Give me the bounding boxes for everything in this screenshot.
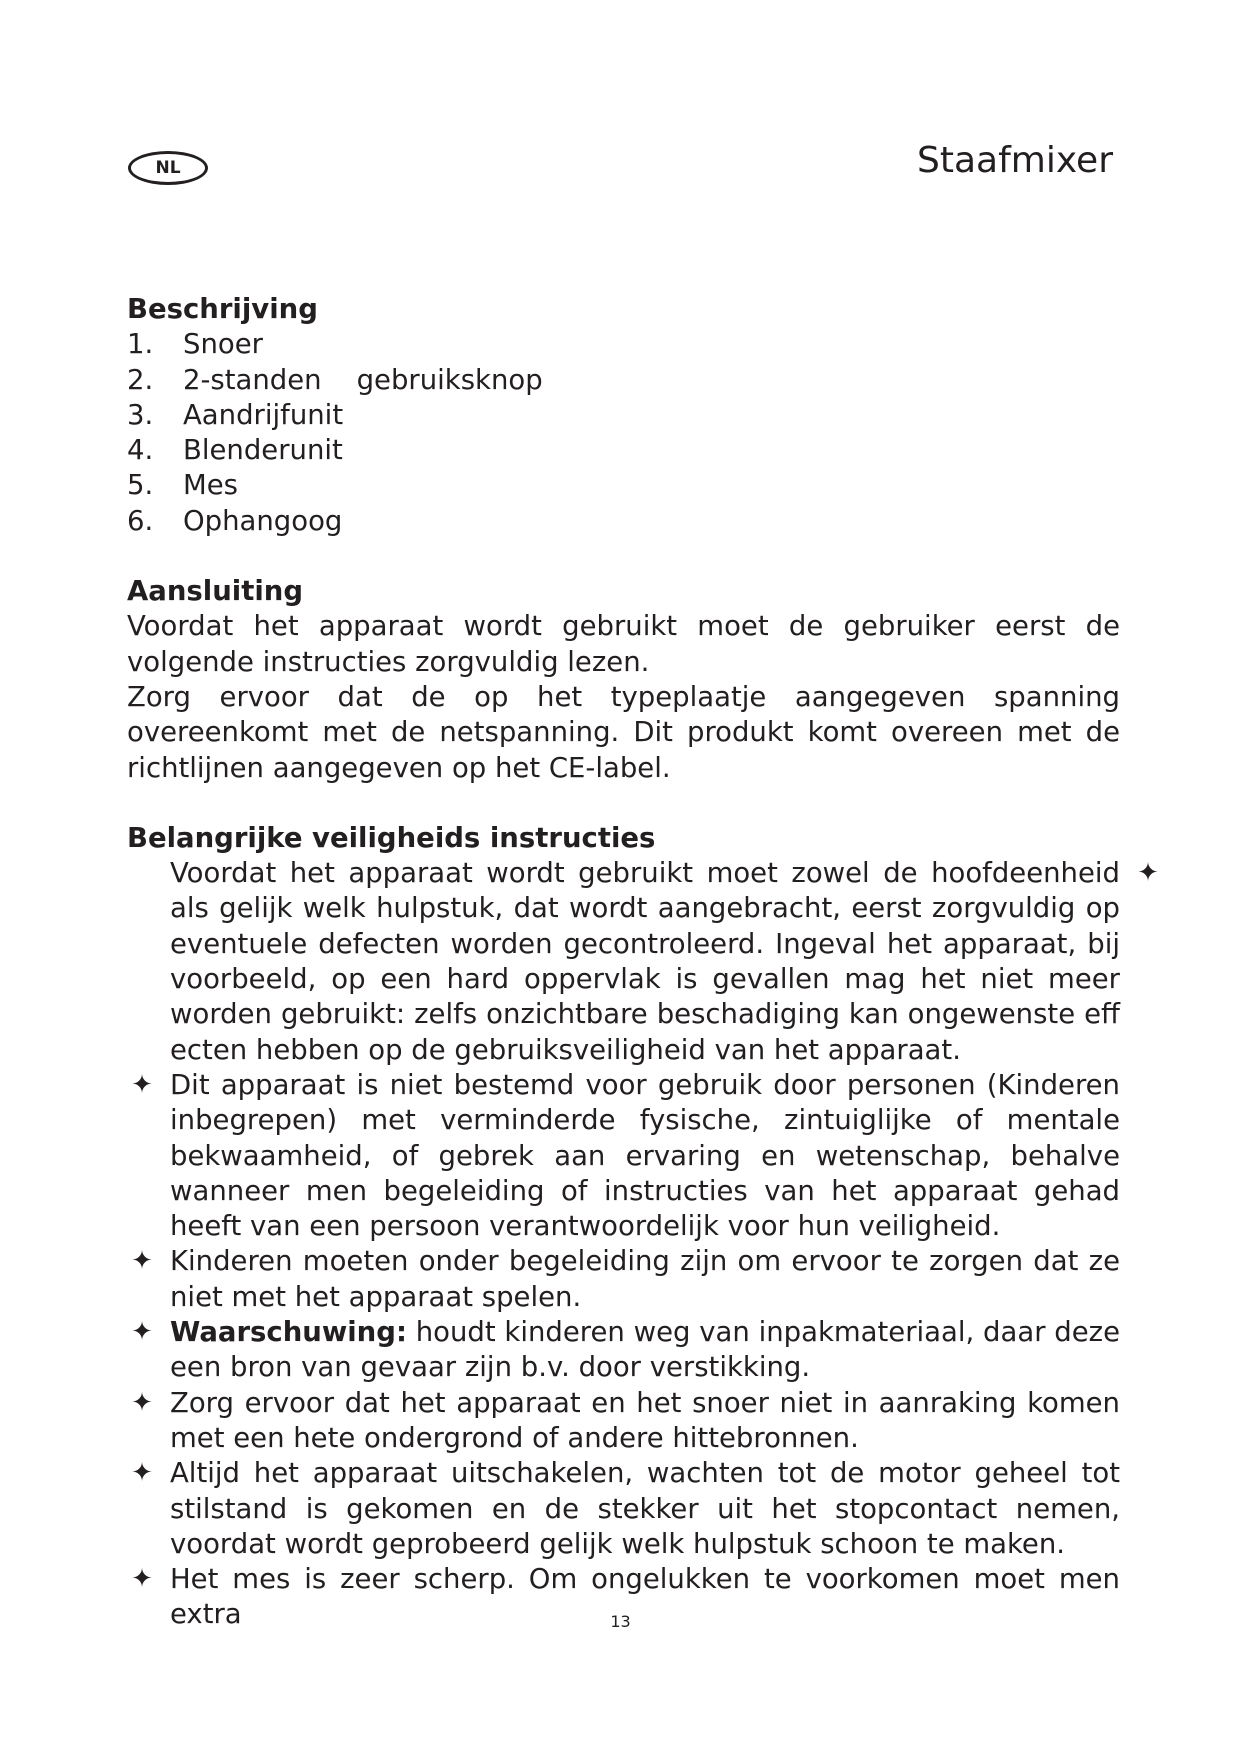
list-item: [127, 363, 1120, 398]
safety-item: [127, 856, 1159, 1068]
safety-item: [127, 1244, 1120, 1315]
list-item-label: Ophangoog: [183, 504, 343, 537]
list-item-label: Mes: [183, 469, 238, 502]
star-bullet-icon: ✦: [131, 1458, 153, 1489]
safety-item: [127, 1456, 1120, 1562]
safety-item: [127, 1315, 1120, 1386]
list-item: [127, 468, 1120, 503]
connection-paragraph: Zorg ervoor dat de op het typeplaatje aangegeven spanning overeenkomt met de netspanning. Dit produkt komt overeen met de richtlijnen aangegeven op het CE-label.: [127, 680, 1120, 784]
safety-item-text: Het mes is zeer scherp. Om ongelukken te voorkomen moet men extra: [170, 1563, 1120, 1631]
safety-item-text: Dit apparaat is niet bestemd voor gebruik door personen (Kinderen inbegrepen) met verminderde fysische, zintuiglijke of mentale bekwaamheid, of gebrek aan ervaring en wetenschap, behalve wanneer men begeleiding of instructies van het apparaat gehad heeft van een persoon verantwoordelijk voor hun veiligheid.: [170, 1068, 1120, 1243]
safety-item-text: Altijd het apparaat uitschakelen, wachten tot de motor geheel tot stilstand is gekomen en de stekker uit het stopcontact nemen, voordat wordt geprobeerd gelijk welk hulpstuk schoon te maken.: [170, 1457, 1120, 1560]
list-item-label: Aandrijfunit: [183, 398, 344, 431]
list-item-label: 2-standen gebruiksknop: [183, 363, 543, 396]
page-content: [127, 292, 1159, 1633]
connection-paragraph: Voordat het apparaat wordt gebruikt moet de gebruiker eerst de volgende instructies zorgvuldig lezen.: [127, 610, 1120, 678]
list-item-number: 4.: [127, 434, 154, 467]
section-spacer: [127, 786, 1120, 821]
page-number: 13: [610, 1612, 631, 1631]
parts-list: [127, 327, 1120, 539]
list-item-number: 2.: [127, 363, 154, 396]
list-item: [127, 433, 1120, 468]
safety-item-text: Zorg ervoor dat het apparaat en het snoer niet in aanraking komen met een hete ondergrond of andere hittebronnen.: [170, 1386, 1120, 1454]
description-heading: Beschrijving: [127, 293, 318, 325]
list-item-number: 5.: [127, 469, 154, 502]
safety-item-text: houdt kinderen weg van inpakmateriaal, daar deze een bron van gevaar zijn b.v. door verstikking.: [170, 1316, 1120, 1384]
star-bullet-icon: ✦: [131, 1387, 153, 1418]
list-item: [127, 398, 1120, 433]
list-item-label: Blenderunit: [183, 434, 343, 467]
list-item-number: 6.: [127, 504, 154, 537]
safety-item: [127, 1068, 1120, 1244]
document-title: Staafmixer: [917, 140, 1113, 181]
star-bullet-icon: ✦: [131, 1564, 153, 1595]
safety-list: [127, 856, 1159, 1633]
star-bullet-icon: ✦: [131, 1246, 153, 1277]
list-item-label: Snoer: [183, 328, 263, 361]
list-item: [127, 504, 1120, 539]
safety-item-text: Kinderen moeten onder begeleiding zijn om ervoor te zorgen dat ze niet met het apparaat spelen.: [170, 1245, 1120, 1313]
safety-heading: Belangrijke veiligheids instructies: [127, 821, 656, 854]
list-item: [127, 327, 1120, 362]
star-bullet-icon: ✦: [1137, 858, 1159, 889]
language-badge: NL: [128, 151, 208, 185]
section-spacer: [127, 539, 1120, 574]
safety-item: [127, 1386, 1120, 1457]
star-bullet-icon: ✦: [131, 1069, 153, 1100]
warning-label: Waarschuwing:: [170, 1316, 407, 1349]
list-item-number: 1.: [127, 328, 154, 361]
star-bullet-icon: ✦: [131, 1317, 153, 1348]
connection-heading: Aansluiting: [127, 575, 304, 608]
list-item-number: 3.: [127, 398, 154, 431]
safety-item-text: Voordat het apparaat wordt gebruikt moet zowel de hoofdeenheid als gelijk welk hulpstuk, dat wordt aangebracht, eerst zorgvuldig op eventuele defecten worden gecontroleerd. Ingeval het apparaat, bij voorbeeld, op een hard oppervlak is gevallen mag het niet meer worden gebruikt: zelfs onzichtbare beschadiging kan ongewenste eff ecten hebben op de gebruiksveiligheid van het apparaat.: [170, 857, 1120, 1066]
